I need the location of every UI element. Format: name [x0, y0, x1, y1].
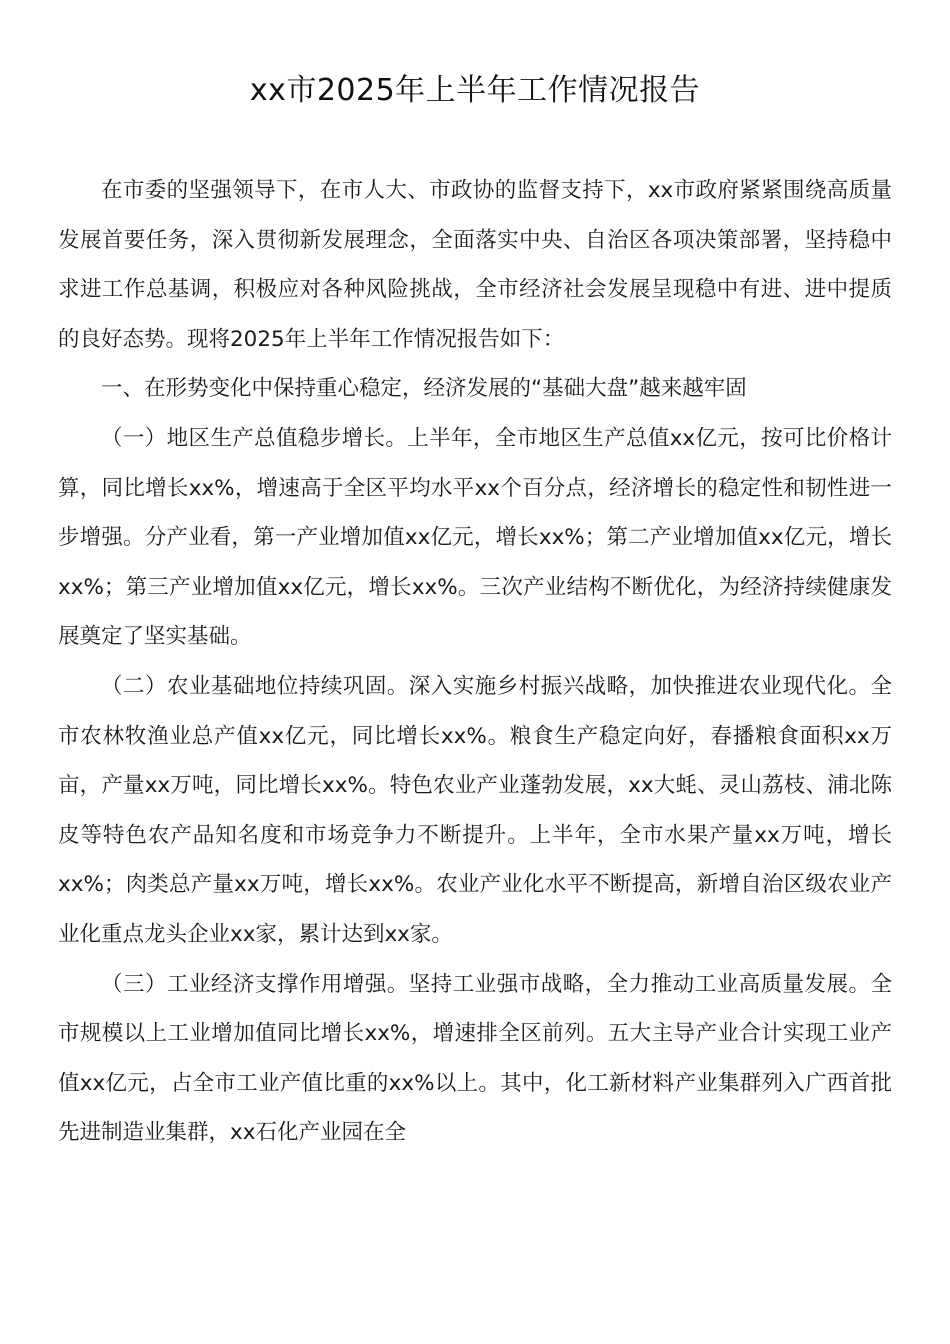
- section-heading: 一、在形势变化中保持重心稳定，经济发展的“基础大盘”越来越牢固: [101, 376, 747, 402]
- document-body: [58, 166, 892, 1158]
- paragraph-gdp: （一）地区生产总值稳步增长。上半年，全市地区生产总值xx亿元，按可比价格计算，同比增长xx%，增速高于全区平均水平xx个百分点，经济增长的稳定性和韧性进一步增强。分产业看，第一产业增加值xx亿元，增长xx%；第二产业增加值xx亿元，增长xx%；第三产业增加值xx亿元，增长xx%。三次产业结构不断优化，为经济持续健康发展奠定了坚实基础。: [58, 425, 892, 650]
- document-title: xx市2025年上半年工作情况报告: [249, 73, 701, 108]
- intro-paragraph: 在市委的坚强领导下，在市人大、市政协的监督支持下，xx市政府紧紧围绕高质量发展首要任务，深入贯彻新发展理念，全面落实中央、自治区各项决策部署，坚持稳中求进工作总基调，积极应对各种风险挑战，全市经济社会发展呈现稳中有进、进中提质的良好态势。现将2025年上半年工作情况报告如下：: [58, 178, 892, 352]
- paragraph-agriculture: （二）农业基础地位持续巩固。深入实施乡村振兴战略，加快推进农业现代化。全市农林牧渔业总产值xx亿元，同比增长xx%。粮食生产稳定向好，春播粮食面积xx万亩，产量xx万吨，同比增长xx%。特色农业产业蓬勃发展，xx大蚝、灵山荔枝、浦北陈皮等特色农产品知名度和市场竞争力不断提升。上半年，全市水果产量xx万吨，增长xx%；肉类总产量xx万吨，增长xx%。农业产业化水平不断提高，新增自治区级农业产业化重点龙头企业xx家，累计达到xx家。: [58, 673, 892, 947]
- paragraph-industry: （三）工业经济支撑作用增强。坚持工业强市战略，全力推动工业高质量发展。全市规模以上工业增加值同比增长xx%，增速排全区前列。五大主导产业合计实现工业产值xx亿元，占全市工业产值比重的xx%以上。其中，化工新材料产业集群列入广西首批先进制造业集群，xx石化产业园在全: [58, 971, 892, 1146]
